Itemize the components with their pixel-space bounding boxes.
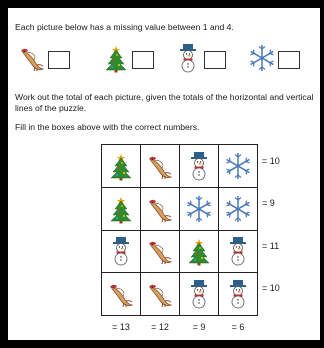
grid-cell — [179, 272, 219, 316]
answer-box-eagle[interactable] — [48, 51, 70, 69]
row-total-4: = 10 — [262, 283, 280, 293]
grid-cell — [140, 144, 180, 188]
grid-cell — [140, 272, 180, 316]
tree-icon — [107, 151, 135, 181]
intro-text: Each picture below has a missing value between 1 and 4. — [15, 22, 234, 32]
grid-cell — [101, 272, 141, 316]
eagle-icon — [146, 151, 174, 181]
key-item-eagle — [18, 43, 96, 73]
column-total-2: = 12 — [151, 322, 169, 332]
grid-cell — [179, 230, 219, 274]
row-total-3: = 11 — [262, 241, 280, 251]
snowman-icon — [185, 151, 213, 181]
instruction-totals: Work out the total of each picture, given the totals of the horizontal and vertical lines of the puzzle. — [15, 92, 314, 113]
column-total-1: = 13 — [112, 322, 130, 332]
key-item-tree — [102, 43, 180, 73]
snowman-icon — [224, 236, 252, 266]
key-item-snowflake — [248, 43, 324, 73]
snowman-icon — [107, 236, 135, 266]
grid-cell — [179, 187, 219, 231]
grid-cell — [140, 230, 180, 274]
snowman-icon — [185, 279, 213, 309]
tree-icon — [102, 43, 130, 73]
grid-cell — [218, 272, 258, 316]
eagle-icon — [146, 279, 174, 309]
grid-cell — [218, 144, 258, 188]
snowflake-icon — [224, 151, 252, 181]
grid-cell — [179, 144, 219, 188]
snowflake-icon — [248, 43, 276, 73]
grid-cell — [140, 187, 180, 231]
worksheet-page — [8, 8, 320, 340]
tree-icon — [185, 236, 213, 266]
snowman-icon — [174, 43, 202, 73]
puzzle-grid — [101, 144, 257, 315]
snowflake-icon — [185, 194, 213, 224]
row-total-1: = 10 — [262, 156, 280, 166]
eagle-icon — [146, 236, 174, 266]
answer-box-tree[interactable] — [132, 51, 154, 69]
instruction-fill: Fill in the boxes above with the correct numbers. — [15, 122, 200, 132]
grid-cell — [101, 230, 141, 274]
answer-box-snowflake[interactable] — [278, 51, 300, 69]
grid-cell — [101, 144, 141, 188]
tree-icon — [107, 194, 135, 224]
grid-cell — [218, 187, 258, 231]
eagle-icon — [107, 279, 135, 309]
row-total-2: = 9 — [262, 198, 275, 208]
column-total-4: = 6 — [231, 322, 245, 332]
answer-box-snowman[interactable] — [204, 51, 226, 69]
column-total-3: = 9 — [192, 322, 206, 332]
eagle-icon — [146, 194, 174, 224]
grid-cell — [101, 187, 141, 231]
key-item-snowman — [174, 43, 252, 73]
snowflake-icon — [224, 194, 252, 224]
grid-cell — [218, 230, 258, 274]
eagle-icon — [18, 43, 46, 73]
snowman-icon — [224, 279, 252, 309]
